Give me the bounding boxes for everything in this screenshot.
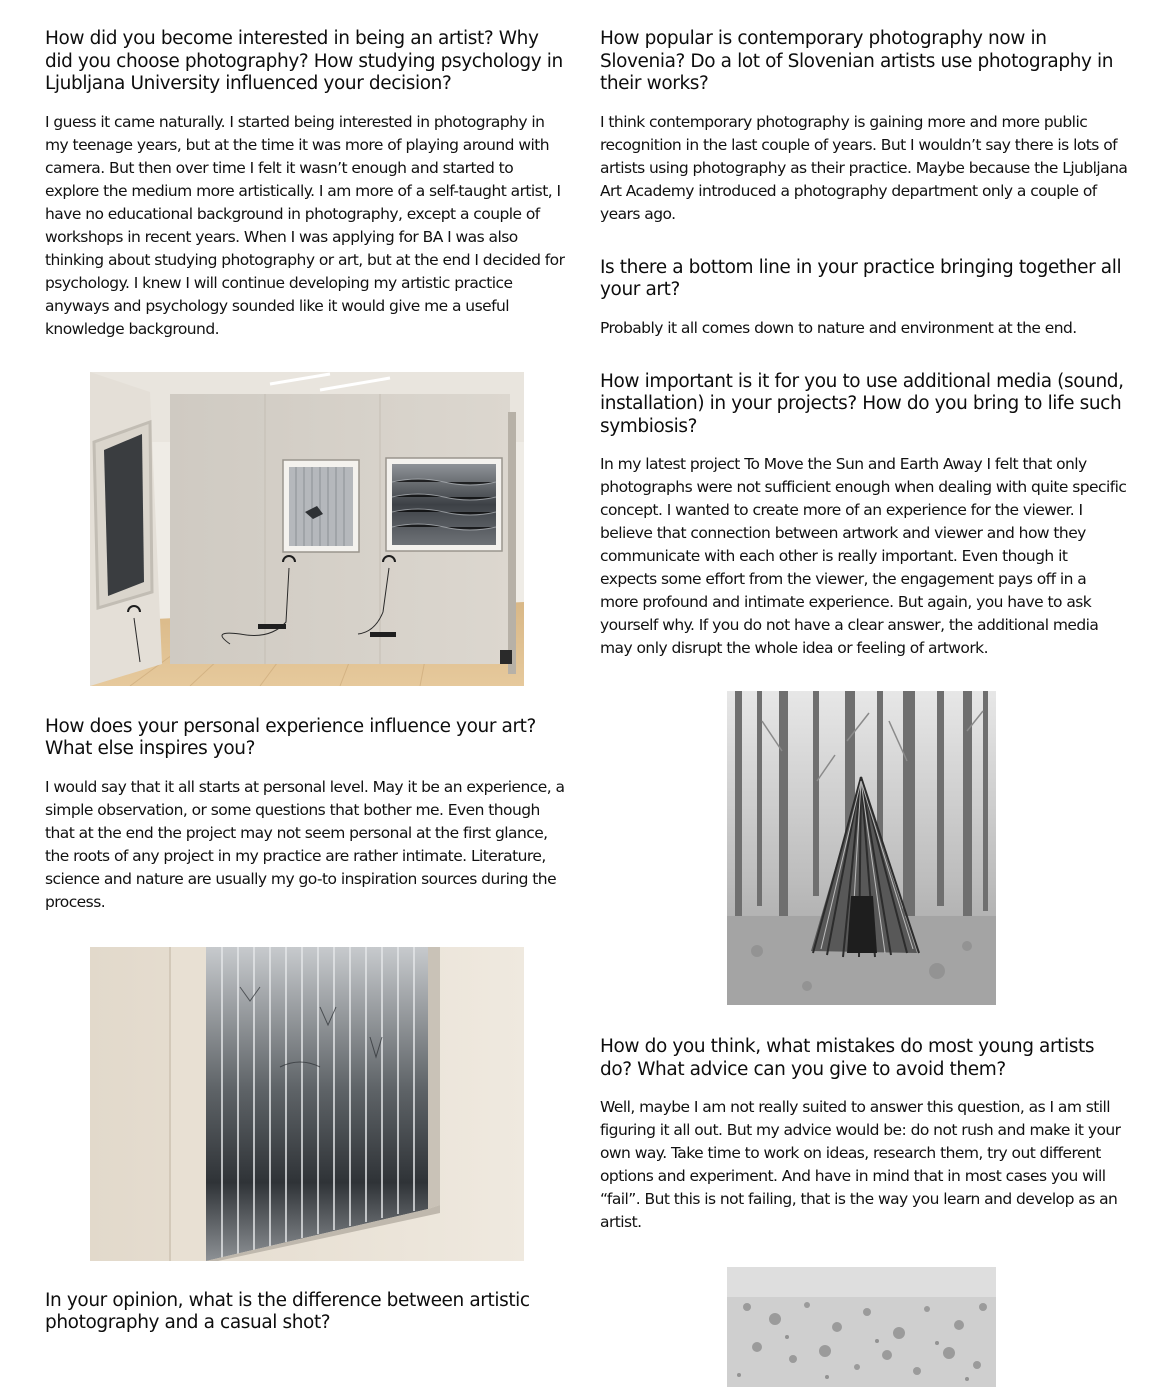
answer-paragraph: In my latest project To Move the Sun and Earth Away I felt that only photographs were not sufficient enough when dealing with quite specific concept. I wanted to create more of an experience for the viewer. I believe that connection between artwork and viewer and how they communicate with each other is really important. Even though it expects some effort from the viewer, the engagement pays off in a more profound and intimate experience. But again, you have to ask yourself why. If you do not have a clear answer, the additional media may only disrupt the whole idea or feeling of artwork. [600, 455, 1127, 657]
interview-section [600, 28, 1128, 226]
interview-section [45, 716, 570, 914]
answer-paragraph: I think contemporary photography is gaining more and more public recognition in the last couple of years. But I wouldn’t say there is lots of artists using photography as their practice. Maybe because the Ljubljana Art Academy introduced a photography department only a couple of years ago. [600, 112, 1128, 223]
forest-hut-photo [727, 691, 996, 1005]
answer-paragraph: I would say that it all starts at personal level. May it be an experience, a simple observation, or some questions that bother me. Even though that at the end the project may not seem personal at the first glance, the roots of any project in my practice are rather intimate. Literature, science and nature are usually my go-to inspiration sources during the process. [45, 777, 565, 911]
right-column [600, 28, 1128, 1387]
interview-section [45, 1290, 570, 1335]
forest-hut-photo-icon [727, 691, 996, 1005]
answer-paragraph: Well, maybe I am not really suited to answer this question, as I am still figuring it all out. But my advice would be: do not rush and make it your own way. Take time to work on ideas, research them, try out different options and experiment. And have in mind that in most cases you will “fail”. But this is not failing, that is the way you learn and develop as an artist. [600, 1098, 1121, 1231]
slatted-photograph-icon [90, 947, 524, 1261]
interview-section [600, 1036, 1128, 1234]
installation-photo [90, 372, 524, 686]
ground-texture-photo-icon [727, 1267, 996, 1387]
question-heading: How did you become interested in being an artist? Why did you choose photography? How studying psychology in Ljubljana University influenced your decision? [45, 28, 563, 94]
question-heading: How does your personal experience influence your art? What else inspires you? [45, 715, 536, 759]
question-heading: How popular is contemporary photography now in Slovenia? Do a lot of Slovenian artists use photography in their works? [600, 28, 1114, 94]
installation-photo-icon [90, 372, 524, 686]
left-column [45, 28, 570, 1350]
slatted-photograph [90, 947, 524, 1261]
interview-section [45, 28, 570, 341]
interview-section [600, 257, 1128, 340]
answer-paragraph: Probably it all comes down to nature and environment at the end. [600, 318, 1077, 337]
question-heading: In your opinion, what is the difference between artistic photography and a casual shot? [45, 1289, 530, 1333]
interview-section [600, 371, 1128, 661]
ground-texture-photo [727, 1267, 996, 1387]
question-heading: How important is it for you to use additional media (sound, installation) in your projects? How do you bring to life such symbiosis? [600, 370, 1124, 437]
question-heading: Is there a bottom line in your practice bringing together all your art? [600, 256, 1122, 300]
answer-paragraph: I guess it came naturally. I started being interested in photography in my teenage years, but at the time it was more of playing around with camera. But then over time I felt it wasn’t enough and started to explore the medium more artistically. I am more of a self-taught artist, I have no educational background in photography, except a couple of workshops in recent years. When I was applying for BA I was also thinking about studying photography or art, but at the end I decided for psychology. I knew I will continue developing my artistic practice anyways and psychology sounded like it would give me a useful knowledge background. [45, 112, 565, 338]
question-heading: How do you think, what mistakes do most young artists do? What advice can you give to avoid them? [600, 1036, 1095, 1080]
